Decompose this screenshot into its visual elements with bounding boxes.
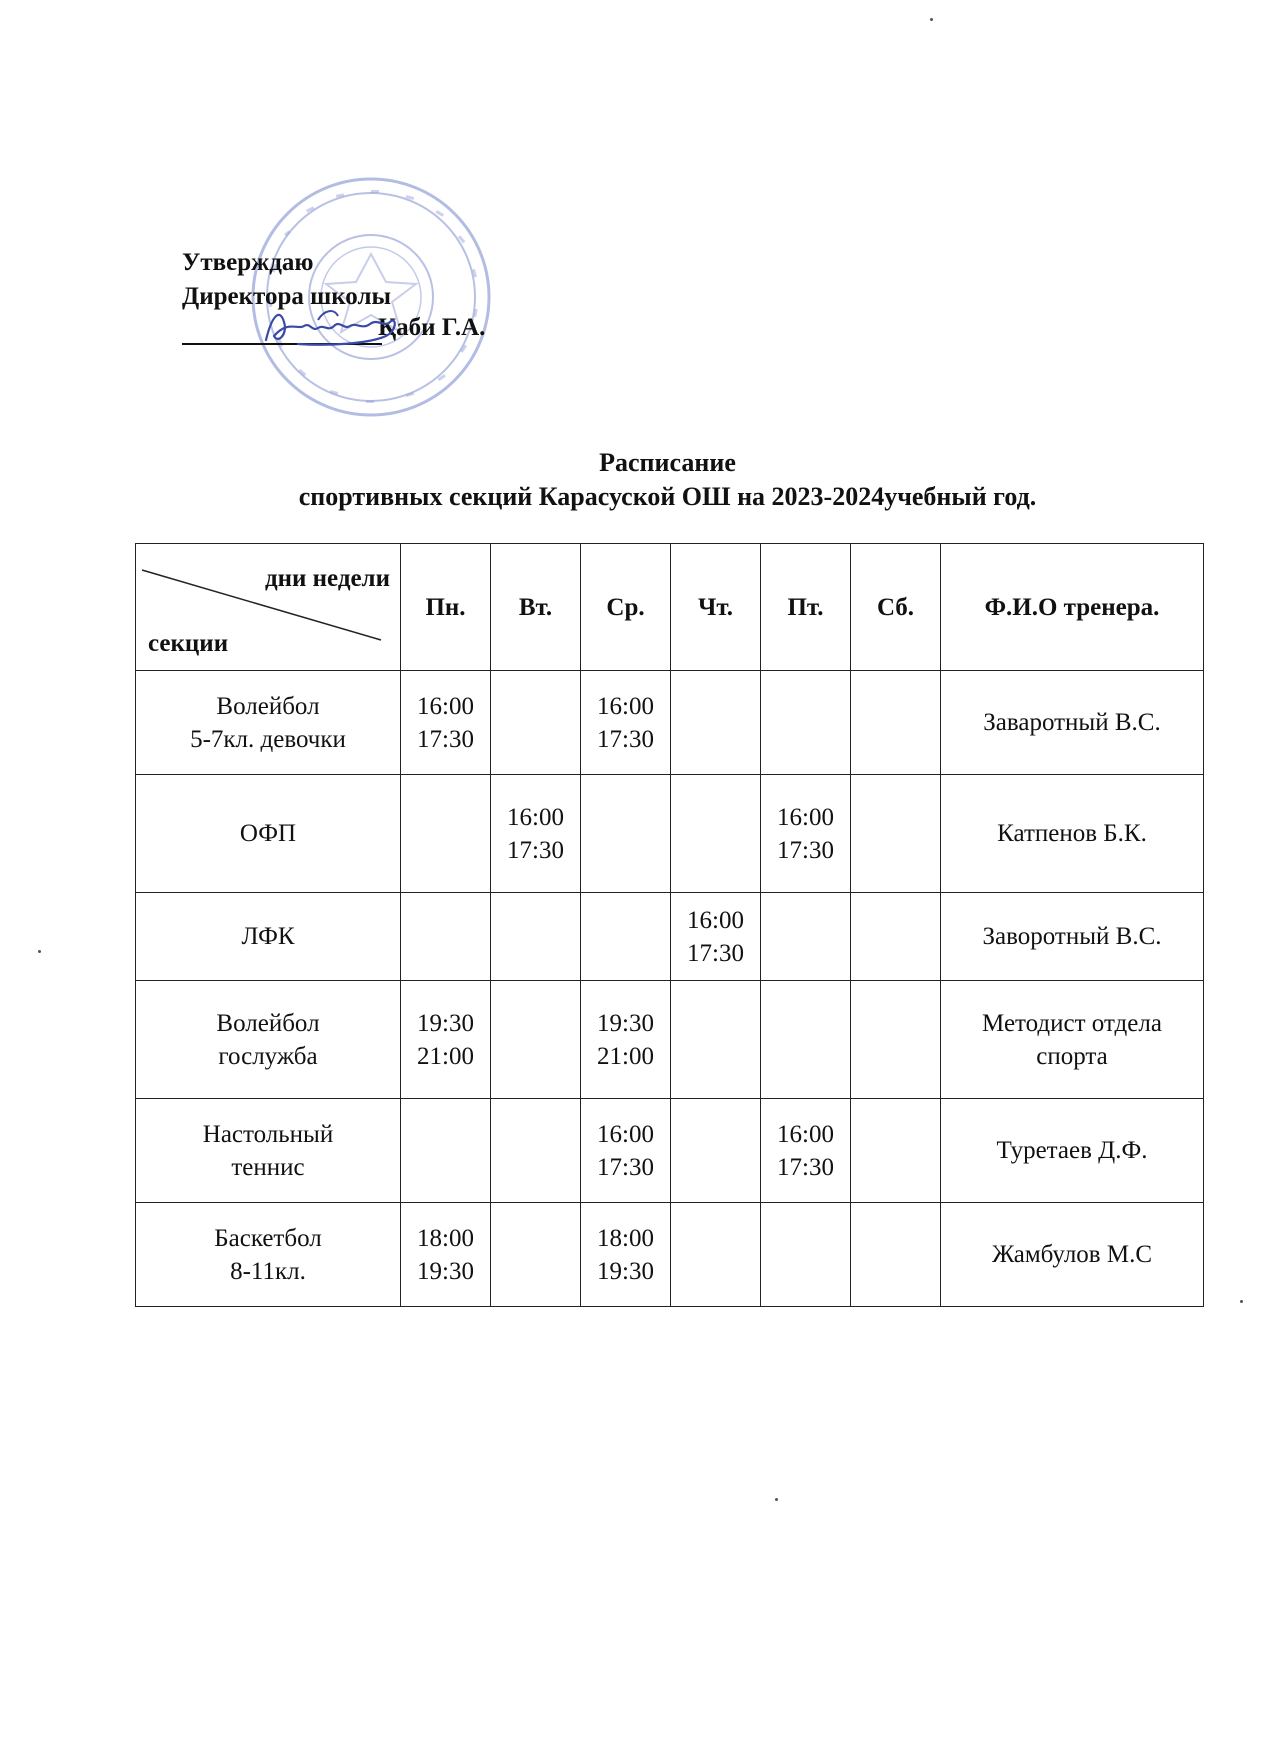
table-row bbox=[136, 775, 1204, 893]
table-row bbox=[136, 1099, 1204, 1203]
time-value: 17:30 bbox=[777, 836, 834, 864]
time-value: 17:30 bbox=[597, 725, 654, 753]
day-time-cell bbox=[401, 775, 491, 893]
trainer-name-cell bbox=[941, 1099, 1204, 1203]
title-line-1: Расписание bbox=[599, 448, 736, 477]
signer-name: Қаби Г.А. bbox=[378, 314, 486, 341]
day-time-cell bbox=[581, 775, 671, 893]
day-time-cell bbox=[491, 1099, 581, 1203]
section-name-cell bbox=[136, 671, 401, 775]
trainer-name-cell bbox=[941, 671, 1204, 775]
day-time-cell bbox=[491, 893, 581, 981]
day-time-cell bbox=[671, 775, 761, 893]
scan-speck bbox=[38, 950, 41, 953]
day-time-cell bbox=[761, 671, 851, 775]
day-time-cell bbox=[581, 893, 671, 981]
table-row bbox=[136, 1203, 1204, 1307]
time-value: 17:30 bbox=[507, 836, 564, 864]
section-name-cell bbox=[136, 893, 401, 981]
header-day-wed: Ср. bbox=[581, 544, 671, 671]
section-name-line: ОФП bbox=[239, 820, 297, 847]
time-value: 21:00 bbox=[417, 1042, 474, 1070]
section-name-cell bbox=[136, 981, 401, 1099]
day-time-cell bbox=[491, 1203, 581, 1307]
header-trainer: Ф.И.О тренера. bbox=[941, 544, 1204, 671]
day-time-cell bbox=[491, 775, 581, 893]
corner-header-cell bbox=[136, 544, 401, 671]
time-value: 16:00 bbox=[417, 692, 474, 720]
schedule-table bbox=[135, 543, 1204, 1307]
schedule-body bbox=[136, 671, 1204, 1307]
trainer-name-line: Туретаев Д.Ф. bbox=[996, 1137, 1148, 1164]
section-name-line: Настольный bbox=[202, 1120, 334, 1148]
section-name-cell bbox=[136, 775, 401, 893]
section-name-cell bbox=[136, 1203, 401, 1307]
time-value: 21:00 bbox=[597, 1042, 654, 1070]
corner-label-sections: секции bbox=[148, 630, 229, 657]
day-time-cell bbox=[851, 981, 941, 1099]
day-time-cell bbox=[581, 981, 671, 1099]
time-value: 16:00 bbox=[597, 692, 654, 720]
trainer-name-cell bbox=[941, 1203, 1204, 1307]
section-name-cell bbox=[136, 1099, 401, 1203]
section-name-line: гослужба bbox=[218, 1042, 318, 1070]
day-time-cell bbox=[401, 893, 491, 981]
day-time-cell bbox=[671, 1099, 761, 1203]
day-time-cell bbox=[581, 1099, 671, 1203]
day-time-cell bbox=[851, 893, 941, 981]
day-time-cell bbox=[491, 671, 581, 775]
trainer-name-line: Методист отдела bbox=[982, 1009, 1162, 1037]
section-name-line: Волейбол bbox=[216, 1009, 320, 1037]
header-day-mon: Пн. bbox=[401, 544, 491, 671]
day-time-cell bbox=[761, 1099, 851, 1203]
time-value: 19:30 bbox=[597, 1257, 654, 1285]
day-time-cell bbox=[491, 981, 581, 1099]
approval-line-approve: Утверждаю bbox=[182, 249, 314, 276]
time-value: 19:30 bbox=[417, 1257, 474, 1285]
section-name-line: ЛФК bbox=[241, 923, 295, 950]
section-name-line: теннис bbox=[231, 1153, 305, 1181]
scan-speck bbox=[930, 18, 933, 21]
trainer-name-line: Заваротный В.С. bbox=[983, 709, 1161, 736]
day-time-cell bbox=[761, 981, 851, 1099]
table-row bbox=[136, 893, 1204, 981]
trainer-name-cell bbox=[941, 981, 1204, 1099]
trainer-name-line: спорта bbox=[1036, 1042, 1108, 1070]
day-time-cell bbox=[401, 1203, 491, 1307]
table-row bbox=[136, 981, 1204, 1099]
header-day-fri: Пт. bbox=[761, 544, 851, 671]
day-time-cell bbox=[581, 671, 671, 775]
section-name-line: Волейбол bbox=[216, 692, 320, 720]
header-day-sat: Сб. bbox=[851, 544, 941, 671]
section-name-line: Баскетбол bbox=[214, 1224, 322, 1252]
trainer-name-line: Заворотный В.С. bbox=[982, 923, 1162, 950]
day-time-cell bbox=[851, 1203, 941, 1307]
day-time-cell bbox=[401, 981, 491, 1099]
day-time-cell bbox=[671, 893, 761, 981]
time-value: 17:30 bbox=[687, 939, 744, 967]
day-time-cell bbox=[401, 671, 491, 775]
time-value: 16:00 bbox=[597, 1120, 654, 1148]
approval-line-director: Директора школы bbox=[182, 283, 392, 310]
time-value: 17:30 bbox=[777, 1153, 834, 1181]
document-title bbox=[0, 446, 1275, 514]
handwritten-signature bbox=[258, 300, 408, 355]
corner-label-days: дни недели bbox=[264, 565, 390, 592]
time-value: 16:00 bbox=[507, 803, 564, 831]
day-time-cell bbox=[581, 1203, 671, 1307]
title-line-2: спортивных секций Карасуской ОШ на 2023-2024учебный год. bbox=[298, 482, 1037, 511]
day-time-cell bbox=[851, 1099, 941, 1203]
day-time-cell bbox=[671, 1203, 761, 1307]
trainer-name-cell bbox=[941, 775, 1204, 893]
day-time-cell bbox=[851, 775, 941, 893]
day-time-cell bbox=[671, 981, 761, 1099]
day-time-cell bbox=[761, 1203, 851, 1307]
time-value: 17:30 bbox=[597, 1153, 654, 1181]
scan-speck bbox=[775, 1498, 778, 1501]
day-time-cell bbox=[761, 775, 851, 893]
time-value: 19:30 bbox=[597, 1009, 654, 1037]
day-time-cell bbox=[761, 893, 851, 981]
trainer-name-cell bbox=[941, 893, 1204, 981]
header-day-tue: Вт. bbox=[491, 544, 581, 671]
time-value: 18:00 bbox=[597, 1224, 654, 1252]
time-value: 17:30 bbox=[417, 725, 474, 753]
scan-speck bbox=[1240, 1300, 1243, 1303]
time-value: 16:00 bbox=[687, 906, 744, 934]
section-name-line: 5-7кл. девочки bbox=[190, 725, 346, 753]
time-value: 19:30 bbox=[417, 1009, 474, 1037]
day-time-cell bbox=[671, 671, 761, 775]
table-row bbox=[136, 671, 1204, 775]
time-value: 16:00 bbox=[777, 1120, 834, 1148]
section-name-line: 8-11кл. bbox=[230, 1257, 306, 1285]
time-value: 16:00 bbox=[777, 803, 834, 831]
table-header-row bbox=[136, 544, 1204, 671]
time-value: 18:00 bbox=[417, 1224, 474, 1252]
trainer-name-line: Катпенов Б.К. bbox=[997, 820, 1147, 847]
trainer-name-line: Жамбулов М.С bbox=[991, 1241, 1153, 1268]
day-time-cell bbox=[401, 1099, 491, 1203]
day-time-cell bbox=[851, 671, 941, 775]
header-day-thu: Чт. bbox=[671, 544, 761, 671]
